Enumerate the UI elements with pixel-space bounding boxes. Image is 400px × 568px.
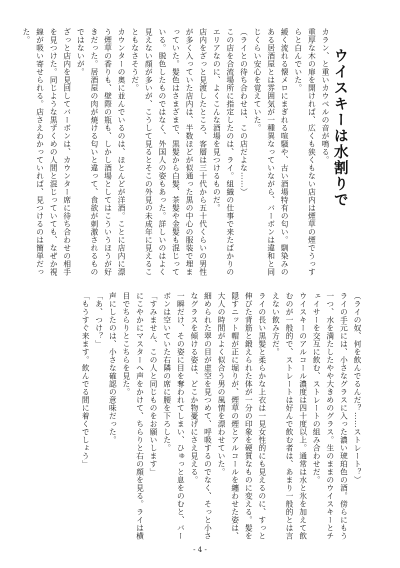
paragraph: （ライとの待ち合わせは、この店だよな……）: [239, 28, 249, 196]
paragraph: 声にしたのは、小さな確認の意味だった。: [108, 292, 118, 444]
paragraph: 緩く流れる懐メロにまぎれる喧騒や、古い酒場特有の匂い。馴染みのある居酒屋とは雰囲気が一種異なっていながら、バーボンは違和と同じくらい安心を覚えていた。: [253, 28, 290, 276]
paragraph: にこやかにマスターへ声をかけて、ちらりと右の顔を見る。ライは横目でちらりとこちらを見た。: [121, 292, 145, 540]
paragraph: カウンターの奥に並んでいるのは、ほとんどが洋酒。ことに店内に漂う煙草の香りも、壁際の瓶も、しかし酒場としてはこういうほうが好きだった。居酒屋の肉が焼ける匂いと違って、食欲が刺激されるものではないが。: [76, 28, 127, 276]
paragraph: 「もうすぐ来ます。飲んでる間に着くでしょう」: [81, 292, 91, 468]
paragraph: 「すみません、この人と同じものをお願いします」: [149, 292, 159, 476]
paragraph: ライの手元には、小さなグラスに入った濃い琥珀色の酒。傍らにもう一つ、水を満たしたやや大きめのグラス。生のままのウイスキーとチェイサーを交互に飲む、ストレートの組み合わせだ。: [312, 292, 349, 540]
paragraph: この店を合流場所に指定したのは、ライ。組織の仕事で来たばかりのエリアなのに、よくこんな酒場を見つけるものだ。: [212, 28, 235, 276]
body-text-upper: [21, 28, 332, 280]
paragraph: ライの長い黒髪と柔らかな上衣は一見女性的にも見えるのに、すっと伸びた背筋と鍛えられた体が一分の印象を硬質なものに変える。髪を隠すニット帽が正に堀りが、煙草の煙とアルコールを纏わせた姿は、大人の時間がよく似合う男の風情を漂わせていた。: [217, 292, 267, 540]
paragraph: 一瞬だけ、その姿に目を奪われてしまい、ひゅっと息をのむと、バーボンは空いていた右隣の席に腰を下ろした。: [162, 292, 186, 540]
paragraph: 重厚な木の扉を開ければ、広くも狭くもない店内は煙草の煙でうっすらと白んでいた。: [293, 28, 317, 276]
paragraph: 細められた翠の目が虚空を見つめて、呼吸するのでなく、そっと小さなグラスを傾ける姿は、どこか物憂げにさえ見える。: [189, 292, 213, 540]
body-text-lower: [38, 292, 364, 544]
chapter-title: ウイスキーは水割りで: [331, 48, 348, 208]
paragraph: カラン、と重いカウベルの音が鳴る。: [321, 28, 330, 164]
paragraph: ざっと店内を見回してバーボンは、カウンター席に待ち合わせの相手を見つけた。同じような黒ずくめの人間と混じっていても、なぜか視線が吸い寄せられる。店さえわかっていれば、見つけるのは簡単だった。: [21, 28, 72, 276]
paragraph: 「あ、つけ？」: [94, 292, 104, 348]
paragraph: 店内をざっと見渡したところ、客層は三十代から五十代くらいの男性が多く入っていた店内は、半数ほどが似通った黒の中心の服装で埋まっていた。髪色はさまざまで、黒髪から白髪、茶髪や金髪も混じっている。脱色したものではなく、外国人の姿もあった。詳しいのはよく見えない顔が多いが、こうして見るとそこの外見の未成年に見えることもなさそうだ。: [130, 28, 208, 276]
page-number: - 4 -: [193, 546, 207, 554]
paragraph: （ライの奴、何を飲んでるんだ？……ストレート？）: [353, 292, 362, 484]
paragraph: ウイスキーのアルコール濃度は四十度以上。通常は水と氷を加えて飲むのが一般的で、ストレートは好んで飲む者は、あまり一般的とは言えない飲み方だ。: [271, 292, 308, 540]
